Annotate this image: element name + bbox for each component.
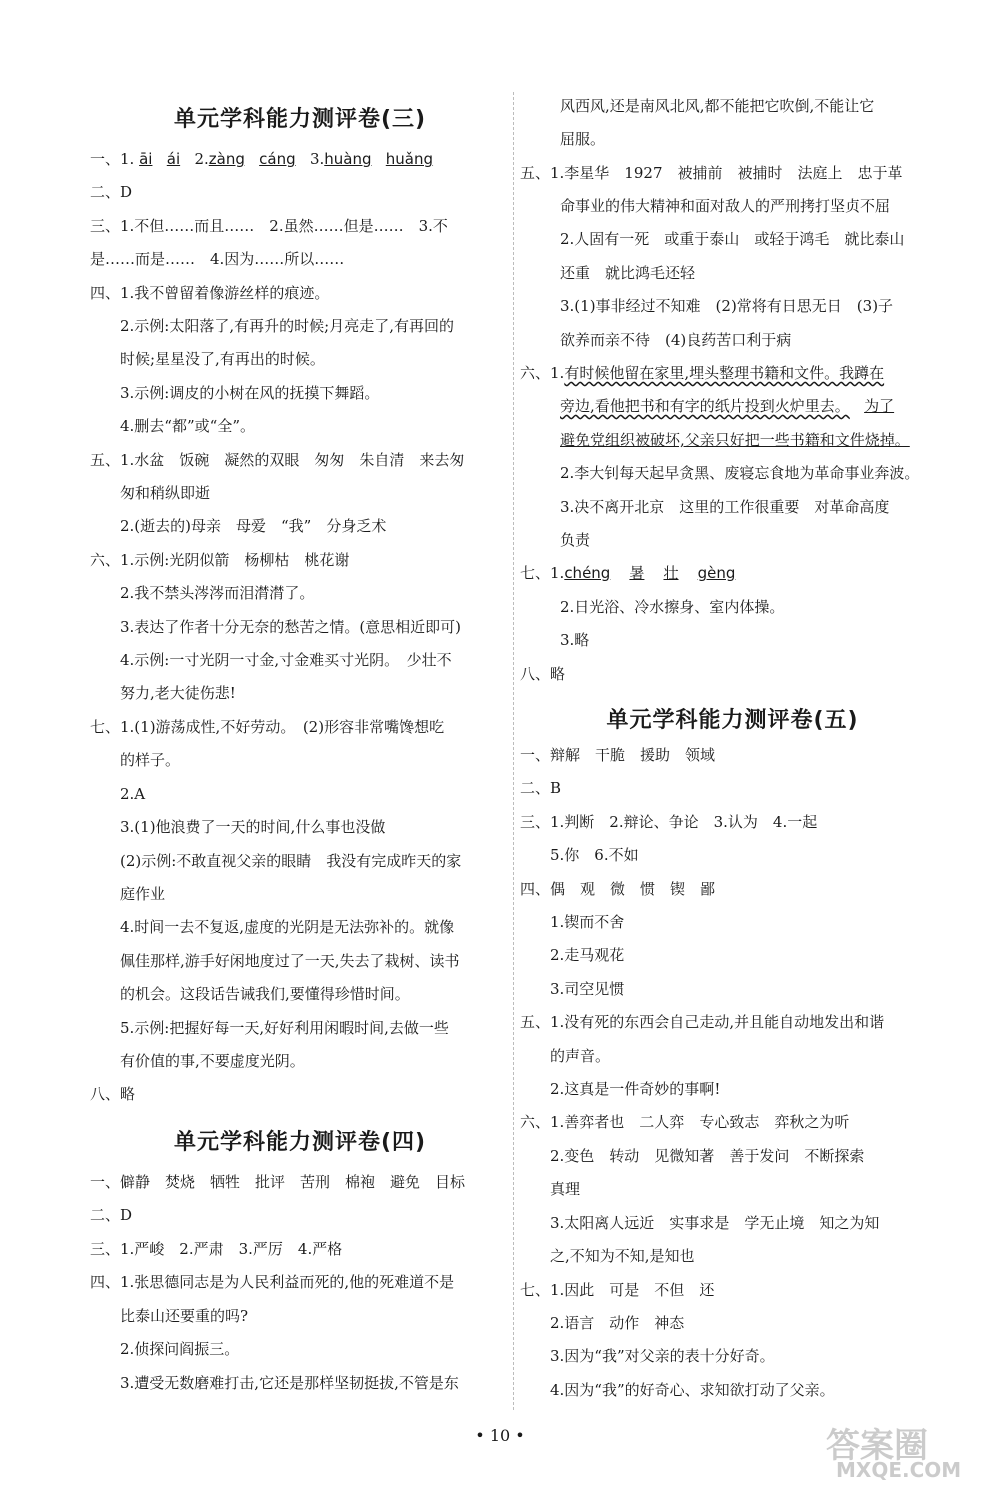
answer-line: 2.(逝去的)母亲 母爱 “我” 分身乏术 — [120, 517, 387, 535]
answer-line: 八、略 — [520, 665, 566, 683]
answer-line: 屈服。 — [560, 130, 606, 148]
answer-line: 真理 — [550, 1180, 581, 1198]
answer-line: 六、1.善弈者也 二人弈 专心致志 弈秋之为听 — [520, 1113, 850, 1131]
section-title-3: 单元学科能力测评卷(三) — [173, 107, 427, 132]
answer-line: 四、偶 观 微 惯 锲 鄙 — [520, 880, 716, 898]
answer-line: 2.人固有一死 或重于泰山 或轻于鸿毛 就比泰山 — [560, 230, 905, 248]
answer-line: 3.表达了作者十分无奈的愁苦之情。(意思相近即可) — [120, 618, 462, 636]
answer-line: 3.司空见惯 — [550, 980, 625, 998]
answer-line: 2.日光浴、冷水擦身、室内体操。 — [560, 598, 785, 616]
answer-line: 2.变色 转动 见微知著 善于发问 不断探索 — [550, 1147, 865, 1165]
answer-line: 2.李大钊每天起早贪黑、废寝忘食地为革命事业奔波。 — [560, 464, 920, 482]
answer-line: 三、1.严峻 2.严肃 3.严厉 4.严格 — [90, 1240, 343, 1258]
answer-line: 3.(1)他浪费了一天的时间,什么事也没做 — [120, 818, 386, 836]
answer-line: 旁边,看他把书和有字的纸片投到火炉里去。 为了 — [560, 397, 895, 415]
watermark-url-text: MXQE.COM — [836, 1458, 962, 1482]
answer-line: 2.A — [120, 785, 146, 803]
answer-line: 比泰山还要重的吗? — [120, 1307, 249, 1325]
answer-line: 六、1.有时候他留在家里,埋头整理书籍和文件。我蹲在 — [520, 364, 885, 382]
answer-line: 二、D — [90, 1206, 133, 1224]
answer-line: 佩佳那样,游手好闲地度过了一天,失去了栽树、读书 — [120, 952, 460, 970]
answer-line: 之,不知为不知,是知也 — [550, 1247, 695, 1265]
answer-line: 八、略 — [90, 1085, 136, 1103]
answer-line: 一、僻静 焚烧 牺牲 批评 苦刑 棉袍 避免 目标 — [90, 1173, 466, 1191]
answer-line: 4.因为“我”的好奇心、求知欲打动了父亲。 — [550, 1381, 835, 1399]
answer-line: 2.侦探问阎振三。 — [120, 1340, 240, 1358]
watermark-logo — [800, 1418, 985, 1480]
answer-line: 3.因为“我”对父亲的表十分好奇。 — [550, 1347, 775, 1365]
answer-line: 2.走马观花 — [550, 946, 625, 964]
answer-line: 的样子。 — [120, 751, 181, 769]
answer-line: 二、B — [520, 779, 562, 797]
answer-line: 4.时间一去不复返,虚度的光阴是无法弥补的。就像 — [120, 918, 455, 936]
answer-line: 2.我不禁头涔涔而泪潸潸了。 — [120, 584, 315, 602]
answer-line: 3.决不离开北京 这里的工作很重要 对革命高度 — [560, 498, 890, 516]
answer-line: (2)示例:不敢直视父亲的眼睛 我没有完成昨天的家 — [120, 852, 462, 870]
answer-line: 命事业的伟大精神和面对敌人的严刑拷打坚贞不屈 — [560, 197, 891, 215]
answer-line: 五、1.水盆 饭碗 凝然的双眼 匆匆 朱自清 来去匆 — [90, 451, 465, 469]
column-divider — [513, 92, 514, 1410]
answer-line: 的机会。这段话告诫我们,要懂得珍惜时间。 — [120, 985, 410, 1003]
answer-line: 5.你 6.不如 — [550, 846, 639, 864]
answer-line: 2.这真是一件奇妙的事啊! — [550, 1080, 721, 1098]
answer-line: 四、1.我不曾留着像游丝样的痕迹。 — [90, 284, 330, 302]
section-title-4: 单元学科能力测评卷(四) — [173, 1130, 427, 1155]
answer-line: 4.删去“都”或“全”。 — [120, 417, 255, 435]
answer-line: 匆和稍纵即逝 — [120, 484, 211, 502]
answer-line: 欲养而亲不待 (4)良药苦口利于病 — [560, 331, 792, 349]
answer-line: 一、1. āi ái 2.zàng cáng 3.huàng huǎng — [90, 150, 434, 168]
answer-line: 3.(1)事非经过不知难 (2)常将有日思无日 (3)子 — [560, 297, 894, 315]
answer-line: 3.示例:调皮的小树在风的抚摸下舞蹈。 — [120, 384, 380, 402]
answer-line: 三、1.不但……而且…… 2.虽然……但是…… 3.不 — [90, 217, 448, 235]
answer-line: 5.示例:把握好每一天,好好利用闲暇时间,去做一些 — [120, 1019, 449, 1037]
answer-line: 3.太阳离人远近 实事求是 学无止境 知之为知 — [550, 1214, 880, 1232]
answer-line: 2.语言 动作 神态 — [550, 1314, 685, 1332]
answer-line: 庭作业 — [120, 885, 166, 903]
answer-line: 二、D — [90, 183, 133, 201]
answer-line: 负责 — [560, 531, 591, 549]
answer-line: 四、1.张思德同志是为人民利益而死的,他的死难道不是 — [90, 1273, 455, 1291]
answer-line: 七、1.因此 可是 不但 还 — [520, 1281, 715, 1299]
answer-line: 五、1.没有死的东西会自己走动,并且能自动地发出和谐 — [520, 1013, 885, 1031]
section-title-5: 单元学科能力测评卷(五) — [606, 708, 859, 733]
answer-line: 2.示例:太阳落了,有再升的时候;月亮走了,有再回的 — [120, 317, 454, 335]
answer-line: 风西风,还是南风北风,都不能把它吹倒,不能让它 — [560, 97, 875, 115]
answer-line: 时候;星星没了,有再出的时候。 — [120, 350, 325, 368]
answer-line: 3.遭受无数磨难打击,它还是那样坚韧挺拔,不管是东 — [120, 1374, 459, 1392]
answer-line: 的声音。 — [550, 1047, 611, 1065]
answer-line: 七、1.chéng 暑 壮 gèng — [520, 564, 736, 582]
answer-line: 避免党组织被破坏,父亲只好把一些书籍和文件烧掉。 — [560, 431, 910, 449]
answer-line: 一、辩解 干脆 援助 领域 — [520, 746, 716, 764]
answer-line: 六、1.示例:光阴似箭 杨柳枯 桃花谢 — [90, 551, 350, 569]
answer-line: 三、1.判断 2.辩论、争论 3.认为 4.一起 — [520, 813, 818, 831]
page-number: • 10 • — [475, 1426, 525, 1445]
answer-line: 七、1.(1)游荡成性,不好劳动。 (2)形容非常嘴馋想吃 — [90, 718, 445, 736]
answer-line: 有价值的事,不要虚度光阴。 — [120, 1052, 305, 1070]
answer-line: 努力,老大徒伤悲! — [120, 684, 236, 702]
answer-line: 是……而是…… 4.因为……所以…… — [90, 250, 345, 268]
answer-line: 五、1.李星华 1927 被捕前 被捕时 法庭上 忠于革 — [520, 164, 903, 182]
answer-line: 3.略 — [560, 631, 590, 649]
answer-line: 1.锲而不舍 — [550, 913, 625, 931]
watermark-big-text: 答案圈 — [826, 1426, 928, 1466]
answer-line: 4.示例:一寸光阴一寸金,寸金难买寸光阴。 少壮不 — [120, 651, 452, 669]
answer-line: 还重 就比鸿毛还轻 — [560, 264, 696, 282]
